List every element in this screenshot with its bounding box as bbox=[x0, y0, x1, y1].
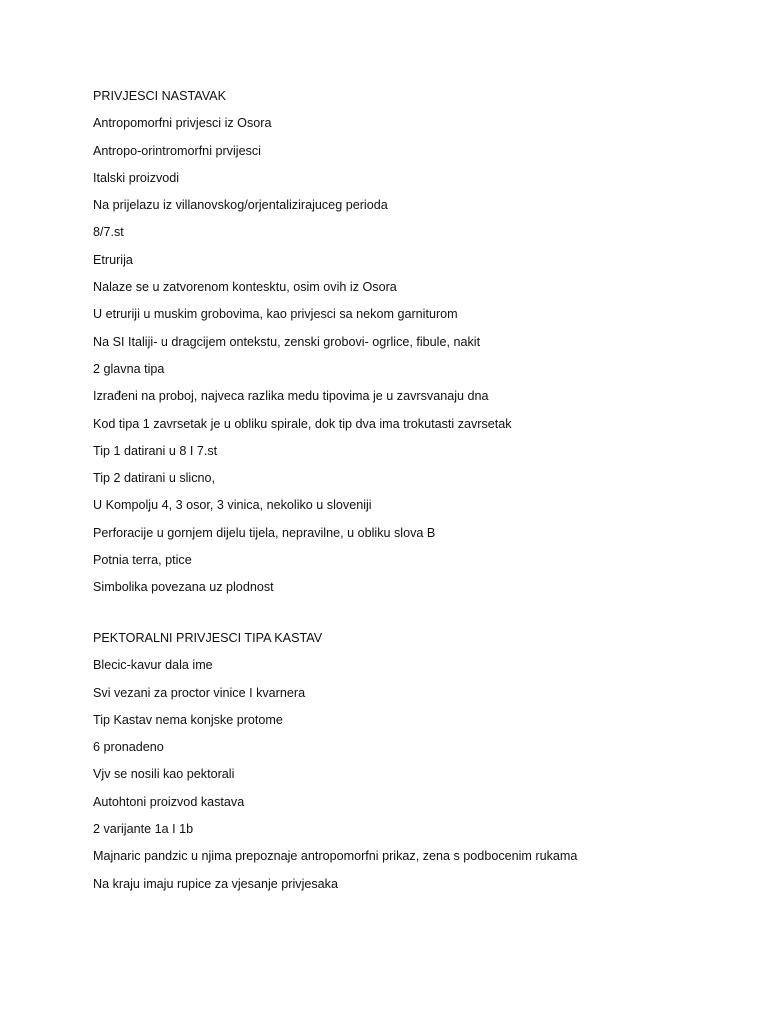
text-line: Nalaze se u zatvorenom kontesktu, osim ovih iz Osora bbox=[93, 280, 397, 295]
text-line: Na SI Italiji- u dragcijem ontekstu, zenski grobovi- ogrlice, fibule, nakit bbox=[93, 334, 481, 349]
text-line: Tip 2 datirani u slicno, bbox=[93, 471, 216, 486]
text-line: Svi vezani za proctor vinice I kvarnera bbox=[93, 685, 306, 700]
text-line: 2 glavna tipa bbox=[93, 361, 165, 376]
text-line: 6 pronadeno bbox=[93, 740, 164, 755]
text-line: Majnaric pandzic u njima prepoznaje antropomorfni prikaz, zena s podbocenim rukama bbox=[93, 849, 578, 864]
text-line: Simbolika povezana uz plodnost bbox=[93, 580, 274, 595]
text-line: Antropomorfni privjesci iz Osora bbox=[93, 116, 272, 131]
text-line: U etruriji u muskim grobovima, kao privjesci sa nekom garniturom bbox=[93, 307, 458, 322]
text-line: Italski proizvodi bbox=[93, 170, 180, 185]
section-pektoralni-privjesci bbox=[93, 628, 733, 901]
section-heading: PEKTORALNI PRIVJESCI TIPA KASTAV bbox=[93, 631, 323, 645]
text-line: Na kraju imaju rupice za vjesanje privjesaka bbox=[93, 876, 338, 891]
text-line: Izrađeni na proboj, najveca razlika medu tipovima je u zavrsvanaju dna bbox=[93, 389, 489, 404]
text-line: Autohtoni proizvod kastava bbox=[93, 794, 245, 809]
text-line: Perforacije u gornjem dijelu tijela, nepravilne, u obliku slova B bbox=[93, 525, 436, 540]
text-line: Vjv se nosili kao pektorali bbox=[93, 767, 235, 782]
text-line: 2 varijante 1a I 1b bbox=[93, 822, 194, 837]
text-line: Na prijelazu iz villanovskog/orjentalizirajuceg perioda bbox=[93, 198, 388, 213]
text-line: Antropo-orintromorfni prvijesci bbox=[93, 143, 261, 158]
section-heading: PRIVJESCI NASTAVAK bbox=[93, 89, 226, 103]
text-line: Kod tipa 1 zavrsetak je u obliku spirale, dok tip dva ima trokutasti zavrsetak bbox=[93, 416, 512, 431]
text-line: U Kompolju 4, 3 osor, 3 vinica, nekoliko u sloveniji bbox=[93, 498, 372, 513]
text-line: Tip 1 datirani u 8 I 7.st bbox=[93, 443, 218, 458]
section-privjesci-nastavak bbox=[93, 86, 733, 605]
text-line: 8/7.st bbox=[93, 225, 124, 240]
text-line: Blecic-kavur dala ime bbox=[93, 658, 213, 673]
text-line: Tip Kastav nema konjske protome bbox=[93, 712, 283, 727]
text-line: Etrurija bbox=[93, 252, 133, 267]
text-line: Potnia terra, ptice bbox=[93, 553, 192, 568]
